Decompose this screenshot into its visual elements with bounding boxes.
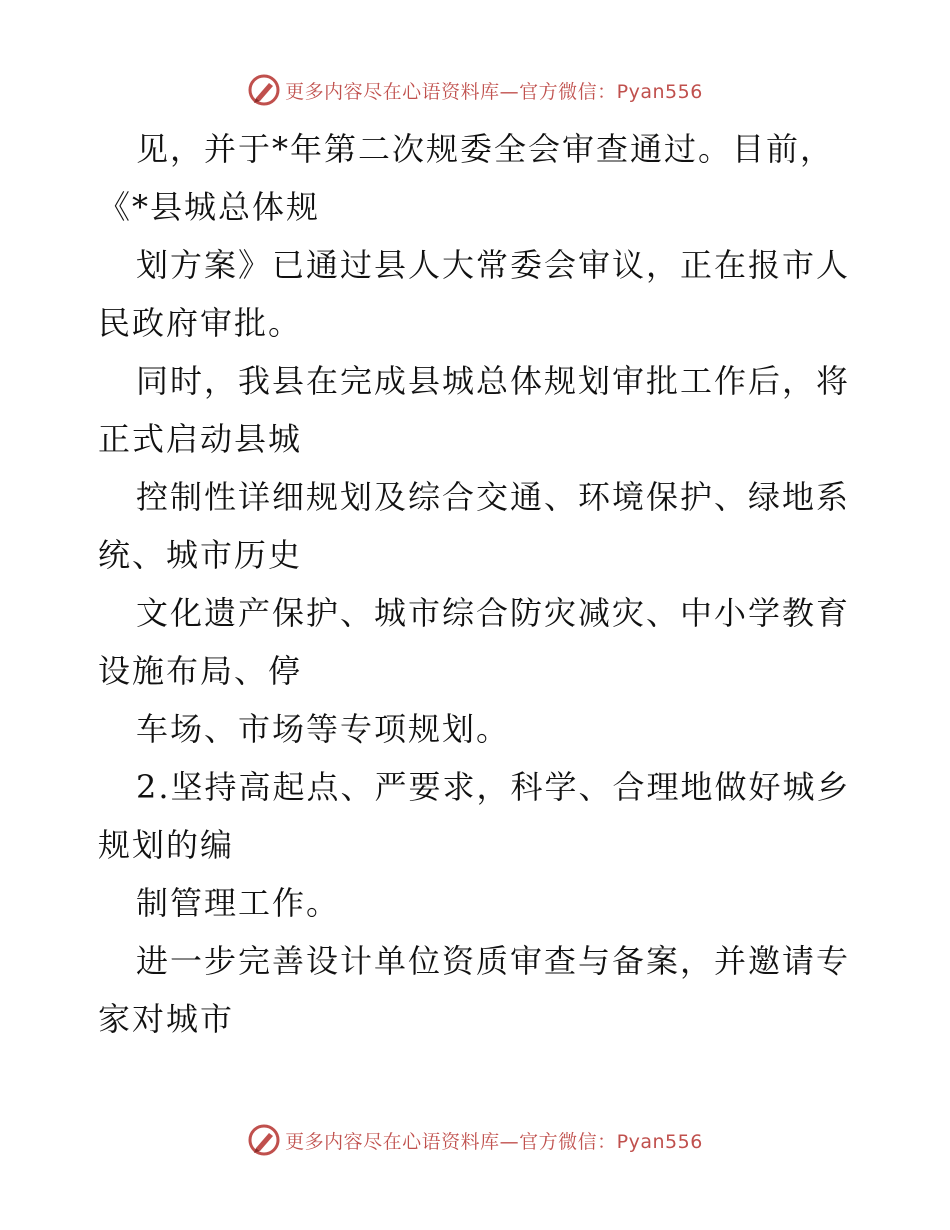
text-line: 统、城市历史 <box>98 536 303 574</box>
header-banner-text: 更多内容尽在心语资料库—官方微信：Pyan556 <box>285 80 703 103</box>
footer-banner <box>0 1120 950 1160</box>
footer-banner-text: 更多内容尽在心语资料库—官方微信：Pyan556 <box>285 1130 703 1153</box>
text-line: 制管理工作。 <box>136 884 341 922</box>
pen-logo-icon <box>247 73 281 107</box>
text-line: 同时，我县在完成县城总体规划审批工作后，将 <box>136 362 851 400</box>
text-line: 文化遗产保护、城市综合防灾减灾、中小学教育 <box>136 594 851 632</box>
text-line: 设施布局、停 <box>98 652 303 690</box>
text-line: 《*县城总体规 <box>98 188 321 226</box>
text-line: 规划的编 <box>98 826 235 864</box>
text-line: 2.坚持高起点、严要求，科学、合理地做好城乡 <box>136 768 851 806</box>
header-banner <box>0 70 950 110</box>
text-line: 家对城市 <box>98 1000 235 1038</box>
text-line: 见，并于*年第二次规委全会审查通过。目前， <box>136 130 835 168</box>
document-body <box>98 120 858 1048</box>
text-line: 民政府审批。 <box>98 304 303 342</box>
text-line: 正式启动县城 <box>98 420 303 458</box>
text-line: 控制性详细规划及综合交通、环境保护、绿地系 <box>136 478 851 516</box>
text-line: 划方案》已通过县人大常委会审议，正在报市人 <box>136 246 851 284</box>
pen-logo-icon <box>247 1123 281 1157</box>
text-line: 车场、市场等专项规划。 <box>136 710 511 748</box>
text-line: 进一步完善设计单位资质审查与备案，并邀请专 <box>136 942 851 980</box>
